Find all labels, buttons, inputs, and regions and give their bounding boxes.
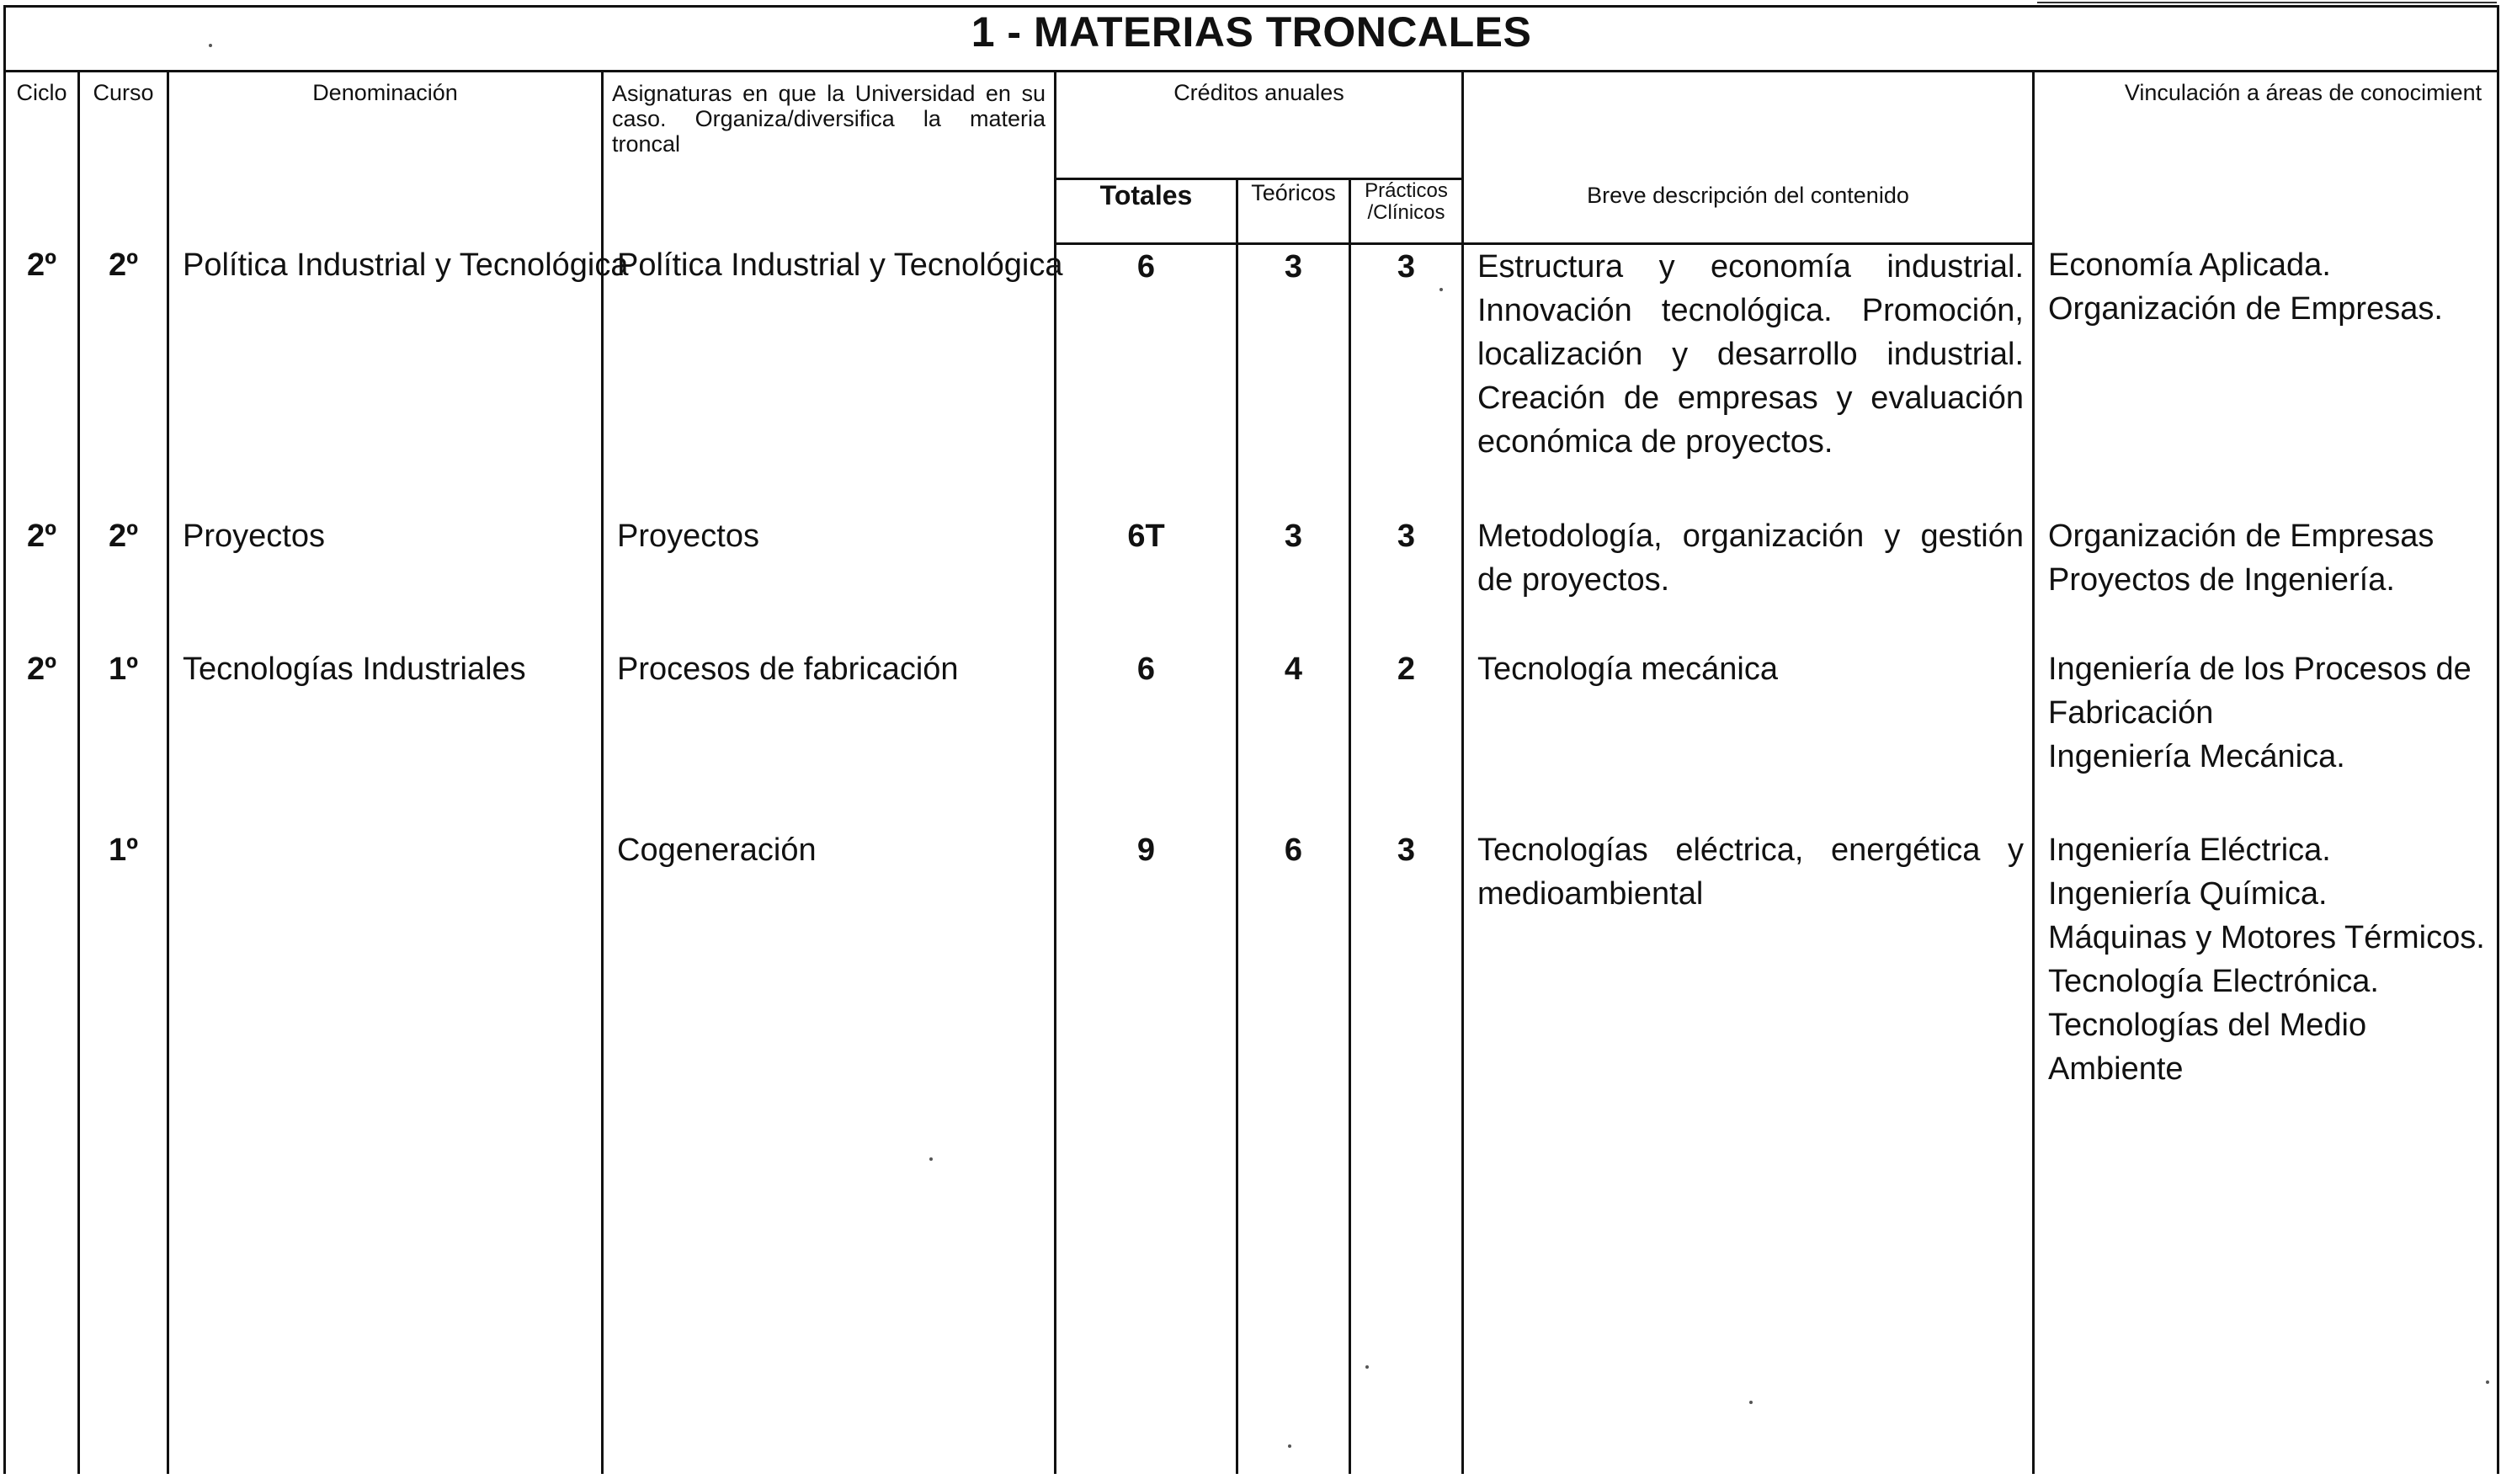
cell-denominacion: Tecnologías Industriales [168,647,603,828]
header-practicos: Prácticos /Clínicos [1350,178,1463,243]
cell-ciclo [5,828,79,1474]
title-row [5,7,2498,72]
header-vinculacion: Vinculación a áreas de conocimient [2034,71,2498,243]
area-item: Proyectos de Ingeniería. [2048,561,2395,598]
cell-teoricos: 4 [1237,647,1350,828]
cell-teoricos: 3 [1237,514,1350,648]
cell-areas [2034,647,2498,828]
cell-curso: 1º [79,828,168,1474]
cell-denominacion: Política Industrial y Tecnológica [168,243,603,513]
cell-totales: 6 [1056,647,1237,828]
cell-teoricos: 3 [1237,243,1350,513]
cell-denominacion: Proyectos [168,514,603,648]
top-rule-line [2037,2,2497,3]
header-creditos-anuales: Créditos anuales [1056,71,1463,178]
cell-curso: 1º [79,647,168,828]
cell-ciclo: 2º [5,647,79,828]
area-item: Ingeniería Mecánica. [2048,739,2345,775]
scan-speck [1749,1401,1753,1404]
scan-speck [1365,1365,1369,1369]
area-item: Tecnología Electrónica. [2048,964,2379,1000]
cell-descripcion: Tecnología mecánica [1463,647,2034,828]
page-title: 1 - MATERIAS TRONCALES [5,7,2498,72]
cell-ciclo: 2º [5,243,79,513]
scan-speck [1439,288,1443,291]
table-row [5,828,2498,1474]
header-denominacion: Denominación [168,71,603,243]
area-item: Tecnologías del Medio Ambiente [2048,1008,2367,1088]
area-item: Ingeniería de los Procesos de Fabricación [2048,652,2472,731]
cell-teoricos: 6 [1237,828,1350,1474]
cell-areas [2034,243,2498,513]
area-item: Máquinas y Motores Térmicos. [2048,920,2485,956]
cell-practicos: 3 [1350,514,1463,648]
materias-troncales-table [3,5,2499,1474]
header-totales: Totales [1056,178,1237,243]
cell-practicos: 3 [1350,243,1463,513]
cell-asignatura: Procesos de fabricación [603,647,1056,828]
scan-speck [1288,1444,1291,1448]
cell-asignatura: Cogeneración [603,828,1056,1474]
cell-asignatura: Política Industrial y Tecnológica [603,243,1056,513]
header-row-top [5,71,2498,178]
cell-areas [2034,828,2498,1474]
header-descripcion [1463,71,2034,243]
cell-asignatura: Proyectos [603,514,1056,648]
cell-practicos: 3 [1350,828,1463,1474]
table-row [5,514,2498,648]
cell-totales: 6T [1056,514,1237,648]
area-item: Economía Aplicada. [2048,247,2331,284]
area-item: Ingeniería Química. [2048,876,2328,912]
header-ciclo: Ciclo [5,71,79,243]
header-teoricos: Teóricos [1237,178,1350,243]
header-asignaturas: Asignaturas en que la Universidad en su caso. Organiza/diversifica la materia troncal [603,71,1056,243]
cell-areas [2034,514,2498,648]
cell-totales: 9 [1056,828,1237,1474]
cell-denominacion [168,828,603,1474]
scan-speck [2486,1380,2489,1384]
cell-curso: 2º [79,243,168,513]
scan-speck [209,44,212,47]
header-descripcion-label: Breve descripción del contenido [1587,182,1909,208]
cell-descripcion: Metodología, organización y gestión de proyectos. [1463,514,2034,648]
area-item: Organización de Empresas. [2048,291,2443,327]
area-item: Organización de Empresas [2048,518,2434,554]
header-curso: Curso [79,71,168,243]
scan-speck [929,1157,933,1161]
cell-ciclo: 2º [5,514,79,648]
table-row [5,647,2498,828]
area-item: Ingeniería Eléctrica. [2048,832,2331,869]
cell-practicos: 2 [1350,647,1463,828]
cell-descripcion: Tecnologías eléctrica, energética y medioambiental [1463,828,2034,1474]
cell-totales: 6 [1056,243,1237,513]
cell-curso: 2º [79,514,168,648]
cell-descripcion: Estructura y economía industrial. Innovación tecnológica. Promoción, localización y desarrollo industrial. Creación de empresas y evaluación económica de proyectos. [1463,243,2034,513]
table-row [5,243,2498,513]
